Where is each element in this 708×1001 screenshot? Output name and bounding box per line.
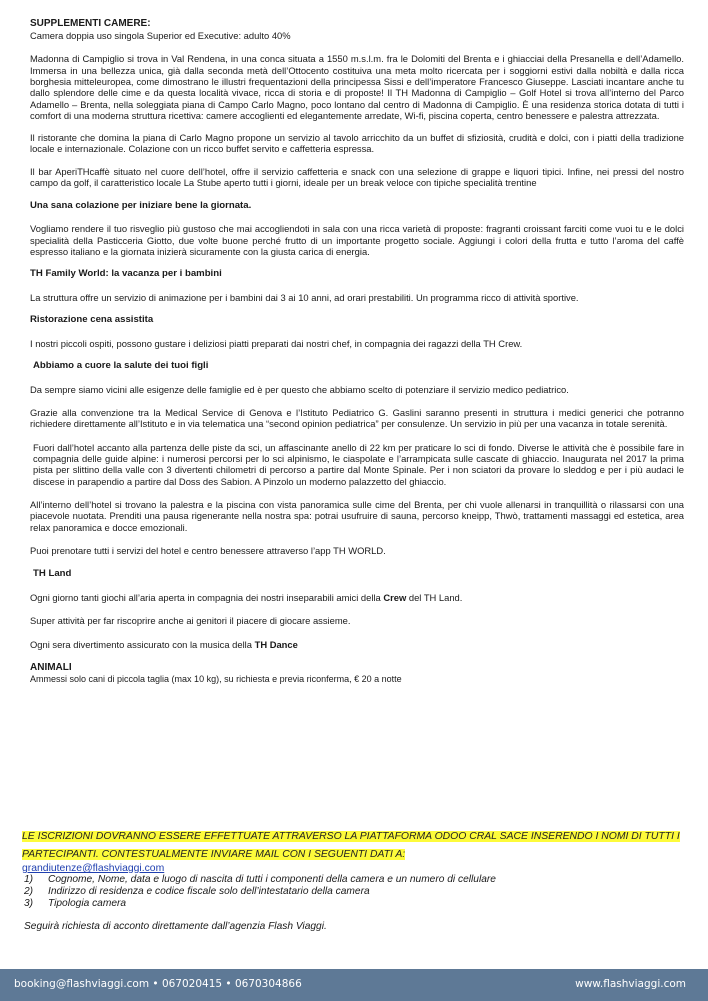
list-text: Indirizzo di residenza e codice fiscale solo dell’intestatario della camera <box>48 885 370 897</box>
health-heading: Abbiamo a cuore la salute dei tuoi figli <box>33 359 209 371</box>
footer-bar <box>0 969 708 1001</box>
dance-text: Ogni sera divertimento assicurato con la musica della <box>30 638 255 650</box>
intro-paragraph: Madonna di Campiglio si trova in Val Rendena, in una conca situata a 1550 m.s.l.m. fra le Dolomiti del Brenta e i ghiacciai della Presanella e dell’Adamello. Immersa in una bellezza unica, già dalla seconda metà dell’Ottocento costituiva una meta molto ricercata per i soggiorni estivi dalla nobiltà e dalla ricca borghesia mitteleuropea, come dimostrano le illustri frequentazioni della principessa Sissi e dell’imperatore Francesco Giuseppe. Lasciati incantare anche tu dallo splendore delle cime e da questa località vivace, ricca di storia e di proposte! Il TH Madonna di Campiglio – Golf Hotel si trova all’interno del Parco Adamello – Brenta, nella soleggiata piana di Campo Carlo Magno, poco lontano dal centro di Madonna di Campiglio. È una residenza storica dotata di tutti i comfort di una moderna struttura ricettiva: camere accoglienti ed elegantemente arredate, Wi-fi, piscina coperta, centro benessere e palestra attrezzata. <box>30 53 684 121</box>
th-land-text-end: del TH Land. <box>406 592 463 604</box>
list-item <box>24 898 496 910</box>
th-land-paragraph <box>30 592 684 603</box>
family-paragraph: La struttura offre un servizio di animazione per i bambini dai 3 ai 10 anni, ad orari prestabiliti. Un programma ricco di attività sportive. <box>30 292 579 304</box>
list-item <box>24 874 496 886</box>
th-land-heading: TH Land <box>33 568 72 580</box>
animals-title: ANIMALI <box>30 662 72 674</box>
list-text: Tipologia camera <box>48 897 127 909</box>
th-dance-text: TH Dance <box>254 638 298 650</box>
breakfast-heading: Una sana colazione per iniziare bene la giornata. <box>30 200 252 212</box>
supplements-title: SUPPLEMENTI CAMERE: <box>30 18 151 29</box>
footer-contacts: booking@flashviaggi.com • 067020415 • 0670304866 <box>14 978 302 990</box>
list-item <box>24 886 496 898</box>
document-body <box>30 18 684 685</box>
contact-email-link[interactable]: grandiutenze@flashviaggi.com <box>22 863 165 874</box>
th-land-text: Ogni giorno tanti giochi all’aria aperta in compagnia dei nostri inseparabili amici della <box>30 592 384 604</box>
list-number: 2) <box>24 885 34 897</box>
bar-paragraph: Il bar AperiTHcaffè situato nel cuore dell’hotel, offre il servizio caffetteria e snack con una selezione di grappe e liquori tipici. Infine, nei pressi del nostro campo da golf, il caratteristico locale La Stube aperto tutti i giorni, ideale per un break veloce con tipiche specialità trentine <box>30 165 684 189</box>
footer-website[interactable]: www.flashviaggi.com <box>575 978 686 990</box>
breakfast-paragraph: Vogliamo rendere il tuo risveglio più gustoso che mai accogliendoti in sala con una ricca varietà di proposte: fragranti croissant farciti come vuoi tu e le dolci specialità della Pasticceria Giotto, due volte buone perché frutto di un importante progetto sociale. Aggiungi i colori della frutta e tutto l’aroma del caffè espresso italiano e la giornata inizierà sicuramente con la giusta carica di energia. <box>30 223 684 257</box>
registration-notice-text: LE ISCRIZIONI DOVRANNO ESSERE EFFETTUATE ATTRAVERSO LA PIATTAFORMA ODOO CRAL SACE INSERENDO I NOMI DI TUTTI I PARTECIPANTI. CONTESTUALMENTE INVIARE MAIL CON I SEGUENTI DATI A: <box>22 831 680 860</box>
spa-paragraph: All’interno dell’hotel si trovano la palestra e la piscina con vista panoramica sulle cime del Brenta, per chi vuole allenarsi in tranquillità o rilassarsi con una piacevole nuotata. Prenditi una pausa rigenerante nella nostra spa: potrai usufruire di sauna, percorso kneipp, Thwò, trattamenti massaggi ed estetica, area relax panoramica e docce emozionali. <box>30 498 684 533</box>
pediatric-paragraph: Grazie alla convenzione tra la Medical Service di Genova e l’Istituto Pediatrico G. Gaslini saranno presenti in struttura i medici generici che potranno richiedere direttamente all’Istituto e in via telematica una “second opinion pediatrica” per consulenze. Un servizio in più per una vacanza in totale serenità. <box>30 407 684 430</box>
activities-paragraph: Fuori dall’hotel accanto alla partenza delle piste da sci, un affascinante anello di 22 km per praticare lo sci di fondo. Diverse le attività che è possibile fare in compagnia delle guide alpine: i numerosi percorsi per lo sci alpinismo, le ciaspolate e l’arrampicata sulle cascate di ghiaccio. Inaugurata nel 2017 la prima pista per slittino della valle con 3 divertenti chilometri di percorso a partire dal Monte Spinale. Per i non sciatori da provare lo sleddog e per i più audaci le discese in parapendio a partire dal Doss des Sabion. A Pinzolo un moderno palazzetto del ghiaccio. <box>33 441 684 487</box>
list-number: 1) <box>24 874 34 885</box>
dance-paragraph <box>30 639 684 650</box>
requirements-list <box>24 874 496 909</box>
dinner-heading: Ristorazione cena assistita <box>30 313 154 325</box>
supplements-text: Camera doppia uso singola Superior ed Executive: adulto 40% <box>30 30 291 41</box>
crew-text: Crew <box>383 592 407 604</box>
parents-paragraph: Super attività per far riscoprire anche ai genitori il piacere di giocare assieme. <box>30 615 351 627</box>
app-paragraph: Puoi prenotare tutti i servizi del hotel e centro benessere attraverso l’app TH WORLD. <box>30 544 386 556</box>
family-heading: TH Family World: la vacanza per i bambini <box>30 268 222 280</box>
closing-note: Seguirà richiesta di acconto direttamente dall’agenzia Flash Viaggi. <box>24 921 327 932</box>
health-paragraph: Da sempre siamo vicini alle esigenze delle famiglie ed è per questo che abbiamo scelto di potenziare il servizio medico pediatrico. <box>30 383 569 395</box>
dinner-paragraph: I nostri piccoli ospiti, possono gustare i deliziosi piatti preparati dai nostri chef, in compagnia dei ragazzi della TH Crew. <box>30 337 523 349</box>
list-number: 3) <box>24 897 34 909</box>
animals-text: Ammessi solo cani di piccola taglia (max 10 kg), su richiesta e previa riconferma, € 20 a notte <box>30 674 402 685</box>
list-text: Cognome, Nome, data e luogo di nascita di tutti i componenti della camera e un numero di cellulare <box>48 874 496 885</box>
registration-notice <box>22 826 682 875</box>
restaurant-paragraph: Il ristorante che domina la piana di Carlo Magno propone un servizio al tavolo arricchito da un buffet di sfiziosità, crudità e dolci, con i piatti della tradizione locale e internazionale. Colazione con un ricco buffet servito e caffetteria espressa. <box>30 132 684 155</box>
